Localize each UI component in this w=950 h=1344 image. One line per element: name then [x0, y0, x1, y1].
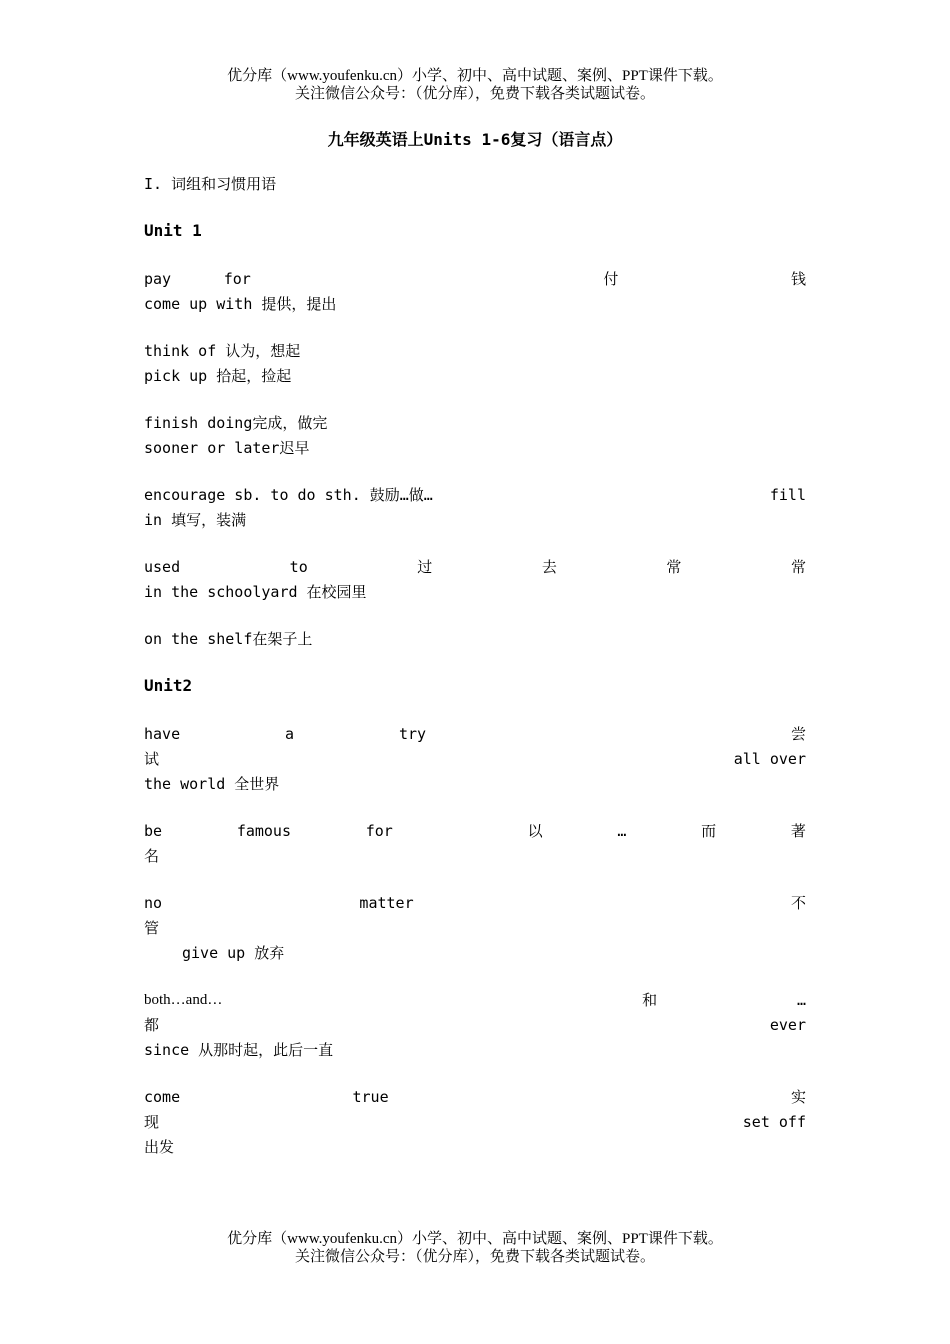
list-item: no matter 不	[144, 894, 806, 912]
header-line-1: 优分库（www.youfenku.cn）小学、初中、高中试题、案例、PPT课件下载。	[227, 68, 723, 84]
list-item: finish doing完成，做完	[144, 414, 328, 432]
footer-line-2: 关注微信公众号：（优分库），免费下载各类试题试卷。	[294, 1249, 655, 1265]
list-item: think of 认为，想起	[144, 342, 301, 360]
list-item: come up with 提供，提出	[144, 295, 337, 313]
unit1-heading: Unit 1	[144, 221, 202, 240]
list-item: have a try 尝	[144, 725, 806, 743]
section-heading: I. 词组和习惯用语	[144, 175, 277, 193]
header-line-2: 关注微信公众号：（优分库），免费下载各类试题试卷。	[294, 86, 655, 102]
page-title: 九年级英语上Units 1-6复习（语言点）	[327, 130, 623, 149]
list-item: 试 all over	[144, 750, 806, 768]
list-item: 名	[144, 847, 160, 865]
list-item: in 填写，装满	[144, 511, 247, 529]
list-item: sooner or later迟早	[144, 439, 310, 457]
list-item: in the schoolyard 在校园里	[144, 583, 367, 601]
list-item: 管	[144, 919, 160, 937]
list-item: give up 放弃	[182, 944, 285, 962]
list-item: both…and… 和 …	[144, 991, 806, 1009]
list-item: 都 ever	[144, 1016, 806, 1034]
list-item: encourage sb. to do sth. 鼓励…做… fill	[144, 486, 806, 504]
list-item: pick up 拾起，捡起	[144, 367, 292, 385]
unit2-heading: Unit2	[144, 676, 193, 695]
list-item: used to 过 去 常 常	[144, 558, 806, 576]
list-item: on the shelf在架子上	[144, 630, 313, 648]
list-item: pay for 付 钱	[144, 270, 806, 288]
list-item: 现 set off	[144, 1113, 806, 1131]
list-item: 出发	[144, 1138, 175, 1156]
footer-line-1: 优分库（www.youfenku.cn）小学、初中、高中试题、案例、PPT课件下载。	[227, 1231, 723, 1247]
list-item: be famous for 以 … 而 著	[144, 822, 806, 840]
list-item: the world 全世界	[144, 775, 280, 793]
list-item: come true 实	[144, 1088, 806, 1106]
list-item: since 从那时起，此后一直	[144, 1041, 334, 1059]
